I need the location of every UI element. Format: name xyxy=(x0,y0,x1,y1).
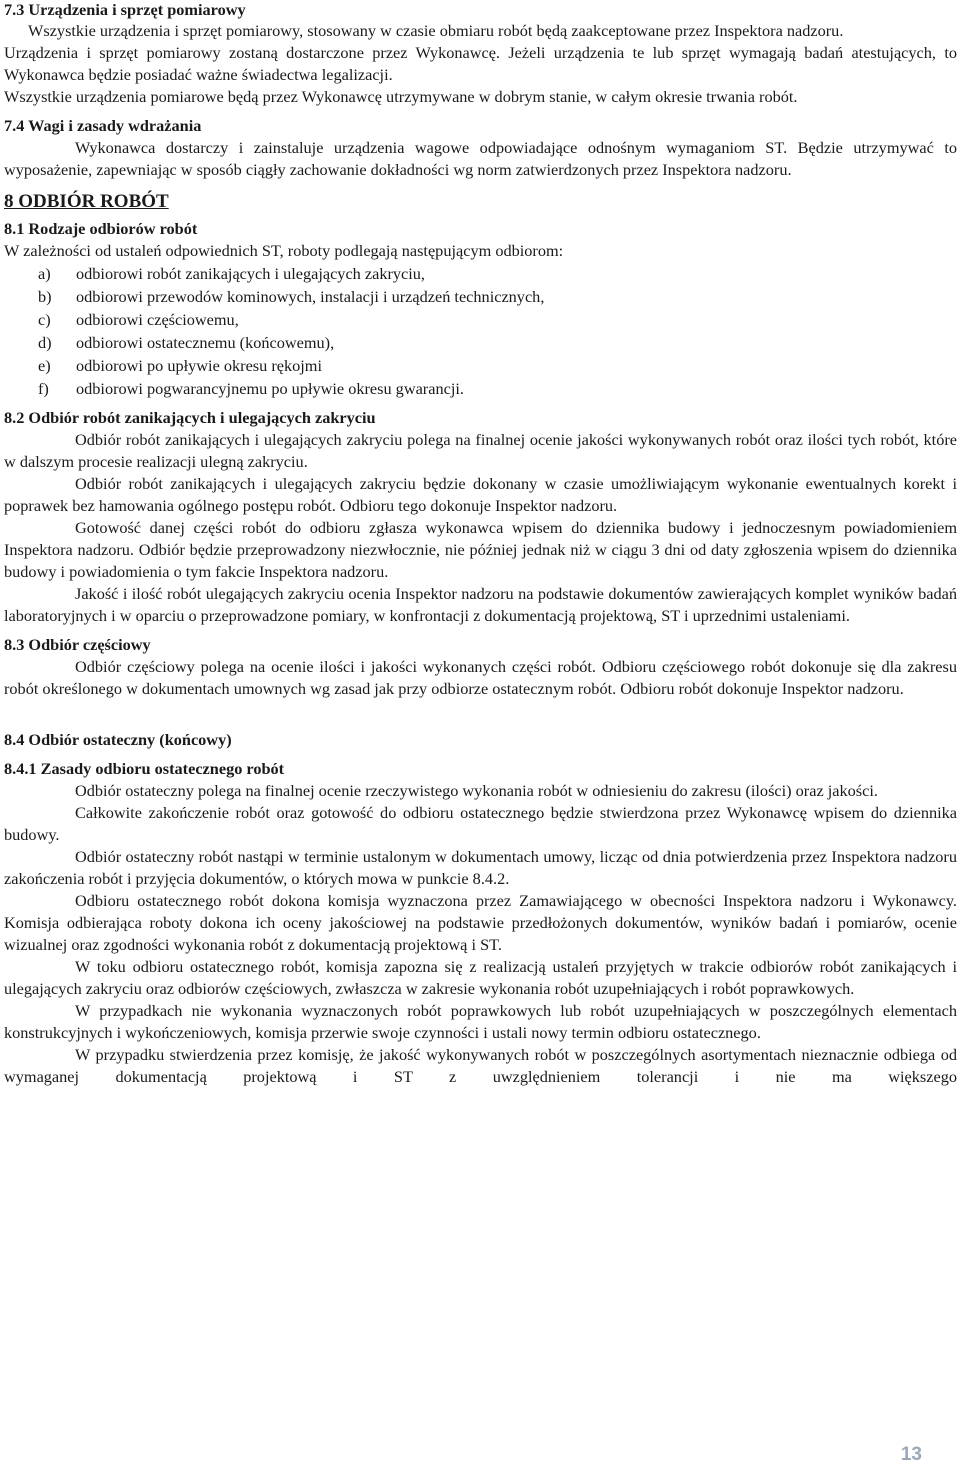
section-7-3-heading: 7.3 Urządzenia i sprzęt pomiarowy xyxy=(4,0,246,19)
list-item xyxy=(4,331,957,354)
list-item xyxy=(4,377,957,400)
section-7-4-paragraph-1: Wykonawca dostarczy i zainstaluje urządzenia wagowe odpowiadające odnośnym wymaganiom ST. Będzie utrzymywać to wyposażenie, zapewniając w sposób ciągły zachowanie dokładności wg norm zatwierdzonych przez Inspektora nadzoru. xyxy=(4,138,957,179)
list-item-label: c) xyxy=(38,310,51,329)
section-8-2-paragraph-1: Odbiór robót zanikających i ulegających zakryciu polega na finalnej ocenie jakości wykonywanych robót oraz ilości tych robót, które w dalszym procesie realizacji ulegną zakryciu. xyxy=(4,430,957,471)
list-item-text: odbiorowi pogwarancyjnemu po upływie okresu gwarancji. xyxy=(76,379,464,398)
list-item-label: d) xyxy=(38,333,52,352)
section-8-4-1-paragraph-1: Odbiór ostateczny polega na finalnej ocenie rzeczywistego wykonania robót w odniesieniu do zakresu (ilości) oraz jakości. xyxy=(75,781,878,800)
section-8-3-paragraph-1: Odbiór częściowy polega na ocenie ilości i jakości wykonanych części robót. Odbioru częściowego robót dokonuje się dla zakresu robót określonego w dokumentach umownych wg zasad jak przy odbiorze ostatecznym robót. Odbioru robót dokonuje Inspektor nadzoru. xyxy=(4,657,957,698)
list-item-text: odbiorowi robót zanikających i ulegających zakryciu, xyxy=(76,264,425,283)
section-8-4-1-paragraph-5: W toku odbioru ostatecznego robót, komisja zapozna się z realizacją ustaleń przyjętych w trakcie odbiorów robót zanikających i ulegających zakryciu oraz odbiorów częściowych, zwłaszcza w zakresie wykonania robót uzupełniających i robót poprawkowych. xyxy=(4,957,957,998)
section-7-3-paragraph-3: Wszystkie urządzenia pomiarowe będą przez Wykonawcę utrzymywane w dobrym stanie, w całym okresie trwania robót. xyxy=(4,87,798,106)
section-8-2-paragraph-2: Odbiór robót zanikających i ulegających zakryciu będzie dokonany w czasie umożliwiającym wykonanie ewentualnych korekt i poprawek bez hamowania ogólnego postępu robót. Odbioru tego dokonuje Inspektor nadzoru. xyxy=(4,474,957,515)
list-item xyxy=(4,354,957,377)
section-7-3-paragraph-1: Wszystkie urządzenia i sprzęt pomiarowy, stosowany w czasie obmiaru robót będą zaakceptowane przez Inspektora nadzoru. xyxy=(28,21,844,40)
list-item-label: b) xyxy=(38,287,52,306)
section-8-heading: 8 ODBIÓR ROBÓT xyxy=(4,191,169,212)
list-item-label: f) xyxy=(38,379,49,398)
section-8-4-1-paragraph-2: Całkowite zakończenie robót oraz gotowość do odbioru ostatecznego będzie stwierdzona przez Wykonawcę wpisem do dziennika budowy. xyxy=(4,803,957,844)
section-8-4-1-paragraph-7: W przypadku stwierdzenia przez komisję, że jakość wykonywanych robót w poszczególnych asortymentach nieznacznie odbiega od wymaganej dokumentacją projektową i ST z uwzględnieniem tolerancji i nie ma większego xyxy=(4,1045,957,1086)
section-8-2-heading: 8.2 Odbiór robót zanikających i ulegających zakryciu xyxy=(4,408,376,427)
list-item-text: odbiorowi ostatecznemu (końcowemu), xyxy=(76,333,335,352)
section-8-4-1-paragraph-4: Odbioru ostatecznego robót dokona komisja wyznaczona przez Zamawiającego w obecności Inspektora nadzoru i Wykonawcy. Komisja odbierająca roboty dokona ich oceny jakościowej na podstawie przedłożonych dokumentów, wyników badań i pomiarów, ocenie wizualnej oraz zgodności wykonania robót z dokumentacją projektową i ST. xyxy=(4,891,957,954)
section-8-4-1-heading: 8.4.1 Zasady odbioru ostatecznego robót xyxy=(4,759,285,778)
section-8-4-heading: 8.4 Odbiór ostateczny (końcowy) xyxy=(4,730,232,749)
page-number: 13 xyxy=(900,1444,922,1465)
section-7-4-heading: 7.4 Wagi i zasady wdrażania xyxy=(4,116,202,135)
section-8-2-paragraph-3: Gotowość danej części robót do odbioru zgłasza wykonawca wpisem do dziennika budowy i jednoczesnym powiadomieniem Inspektora nadzoru. Odbiór będzie przeprowadzony niezwłocznie, nie później jednak niż w ciągu 3 dni od daty zgłoszenia wpisem do dziennika budowy i powiadomienia o tym fakcie Inspektora nadzoru. xyxy=(4,518,957,581)
list-item-text: odbiorowi po upływie okresu rękojmi xyxy=(76,356,322,375)
section-8-1-heading: 8.1 Rodzaje odbiorów robót xyxy=(4,219,198,238)
list-item xyxy=(4,285,957,308)
section-8-4-1-paragraph-3: Odbiór ostateczny robót nastąpi w terminie ustalonym w dokumentach umowy, licząc od dnia potwierdzenia przez Inspektora nadzoru zakończenia robót i przyjęcia dokumentów, o których mowa w punkcie 8.4.2. xyxy=(4,847,957,888)
list-item xyxy=(4,262,957,285)
list-item-label: e) xyxy=(38,356,51,375)
section-7-3-paragraph-2: Urządzenia i sprzęt pomiarowy zostaną dostarczone przez Wykonawcę. Jeżeli urządzenia te lub sprzęt wymagają badań atestujących, to Wykonawca będzie posiadać ważne świadectwa legalizacji. xyxy=(4,43,957,84)
list-item xyxy=(4,308,957,331)
section-8-3-heading: 8.3 Odbiór częściowy xyxy=(4,635,151,654)
section-8-1-intro: W zależności od ustaleń odpowiednich ST, roboty podlegają następującym odbiorom: xyxy=(4,241,564,260)
receipt-types-list xyxy=(4,262,957,400)
section-8-4-1-paragraph-6: W przypadkach nie wykonania wyznaczonych robót poprawkowych lub robót uzupełniających w poszczególnych elementach konstrukcyjnych i wykończeniowych, komisja przerwie swoje czynności i ustali nowy termin odbioru ostatecznego. xyxy=(4,1001,957,1042)
list-item-label: a) xyxy=(38,264,51,283)
list-item-text: odbiorowi przewodów kominowych, instalacji i urządzeń technicznych, xyxy=(76,287,545,306)
list-item-text: odbiorowi częściowemu, xyxy=(76,310,239,329)
section-8-2-paragraph-4: Jakość i ilość robót ulegających zakryciu ocenia Inspektor nadzoru na podstawie dokumentów zawierających komplet wyników badań laboratoryjnych i w oparciu o przeprowadzone pomiary, w konfrontacji z dokumentacją projektową, ST i uprzednimi ustaleniami. xyxy=(4,584,957,625)
document-page xyxy=(4,0,957,1088)
